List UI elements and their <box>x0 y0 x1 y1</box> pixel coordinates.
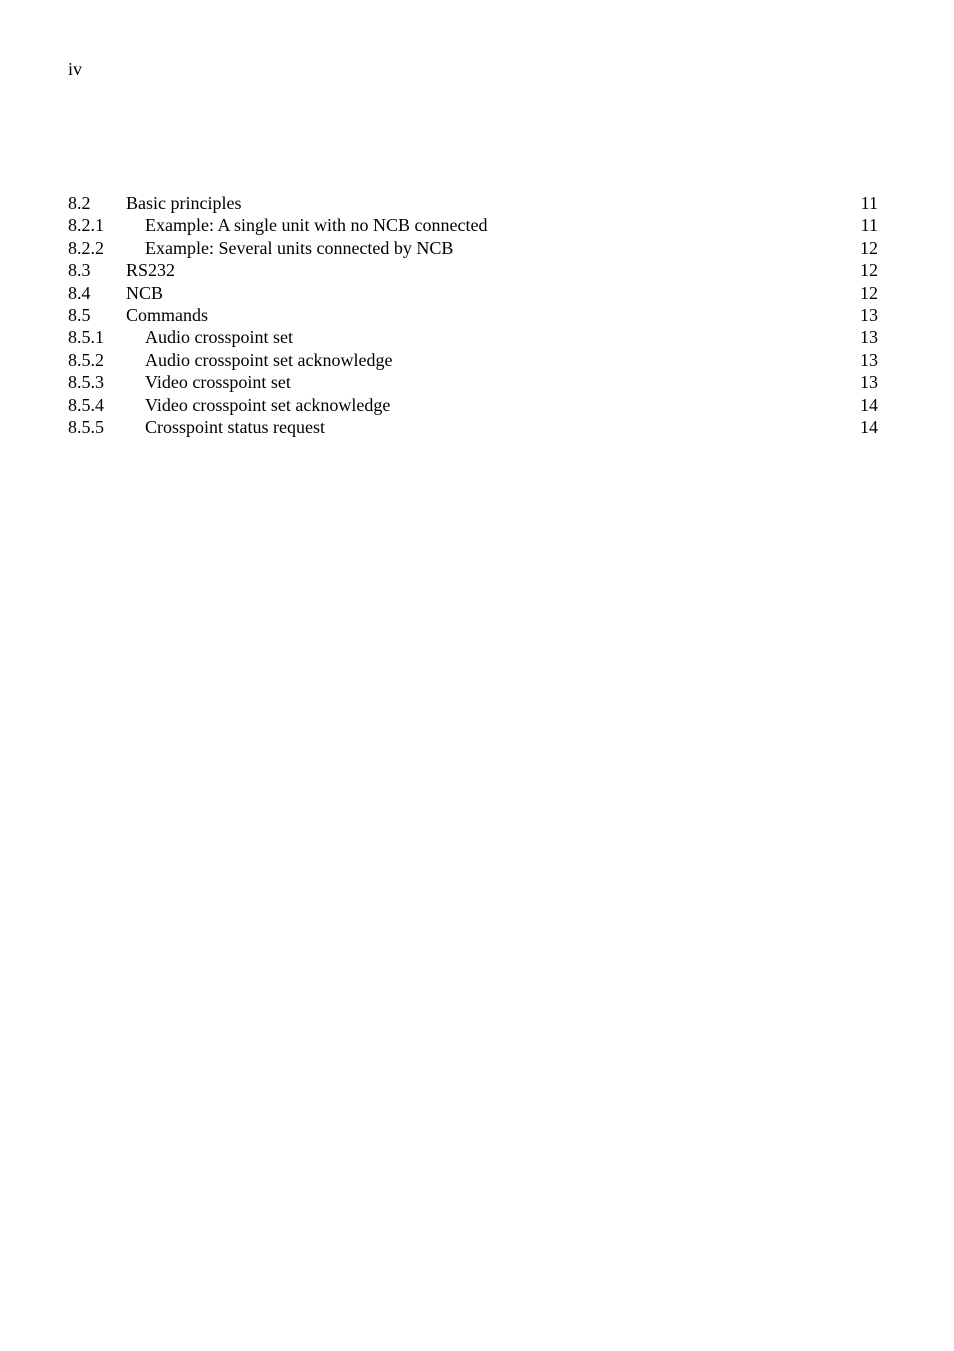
toc-entry-title: Video crosspoint set acknowledge <box>145 394 391 415</box>
toc-entry-title: Crosspoint status request <box>145 416 325 437</box>
toc-entry-page: 14 <box>860 416 878 437</box>
toc-entry-title: Audio crosspoint set <box>145 327 293 348</box>
toc-entry-number: 8.2.2 <box>68 237 104 258</box>
toc-entry <box>68 394 878 416</box>
page-number: iv <box>68 59 83 79</box>
toc-entry-title: Basic principles <box>126 193 242 213</box>
toc-entry-title: Audio crosspoint set acknowledge <box>145 349 393 370</box>
toc-entry-number: 8.3 <box>68 260 91 281</box>
table-of-contents <box>68 192 878 438</box>
toc-entry-title: Video crosspoint set <box>145 372 291 393</box>
toc-entry-page: 14 <box>860 394 878 415</box>
toc-entry-number: 8.2 <box>68 193 91 213</box>
toc-entry <box>68 371 878 393</box>
toc-entry-title: Example: Several units connected by NCB <box>145 237 454 258</box>
toc-entry <box>68 304 878 326</box>
toc-entry <box>68 214 878 236</box>
toc-entry-page: 11 <box>860 215 878 236</box>
toc-entry <box>68 326 878 348</box>
toc-entry-number: 8.4 <box>68 282 91 303</box>
toc-entry <box>68 282 878 304</box>
toc-entry-number: 8.5.3 <box>68 372 104 393</box>
toc-entry-number: 8.5 <box>68 304 91 325</box>
toc-entry <box>68 259 878 281</box>
toc-entry-title: RS232 <box>126 260 176 281</box>
toc-entry <box>68 416 878 438</box>
toc-entry-number: 8.5.1 <box>68 327 104 348</box>
toc-entry-title: NCB <box>126 282 164 303</box>
toc-entry-number: 8.5.4 <box>68 394 104 415</box>
toc-entry-page: 13 <box>860 349 878 370</box>
toc-entry-page: 12 <box>860 260 878 281</box>
toc-entry-page: 13 <box>860 372 878 393</box>
toc-entry <box>68 349 878 371</box>
toc-entry-page: 13 <box>860 304 878 325</box>
toc-entry <box>68 192 878 214</box>
toc-entry-number: 8.5.5 <box>68 416 104 437</box>
toc-entry <box>68 237 878 259</box>
toc-entry-page: 12 <box>860 237 878 258</box>
toc-entry-title: Commands <box>126 304 209 325</box>
toc-entry-page: 13 <box>860 327 878 348</box>
toc-entry-number: 8.5.2 <box>68 349 104 370</box>
toc-entry-number: 8.2.1 <box>68 215 104 236</box>
toc-entry-page: 12 <box>860 282 878 303</box>
toc-entry-page: 11 <box>860 193 878 213</box>
toc-entry-title: Example: A single unit with no NCB connected <box>145 215 488 236</box>
